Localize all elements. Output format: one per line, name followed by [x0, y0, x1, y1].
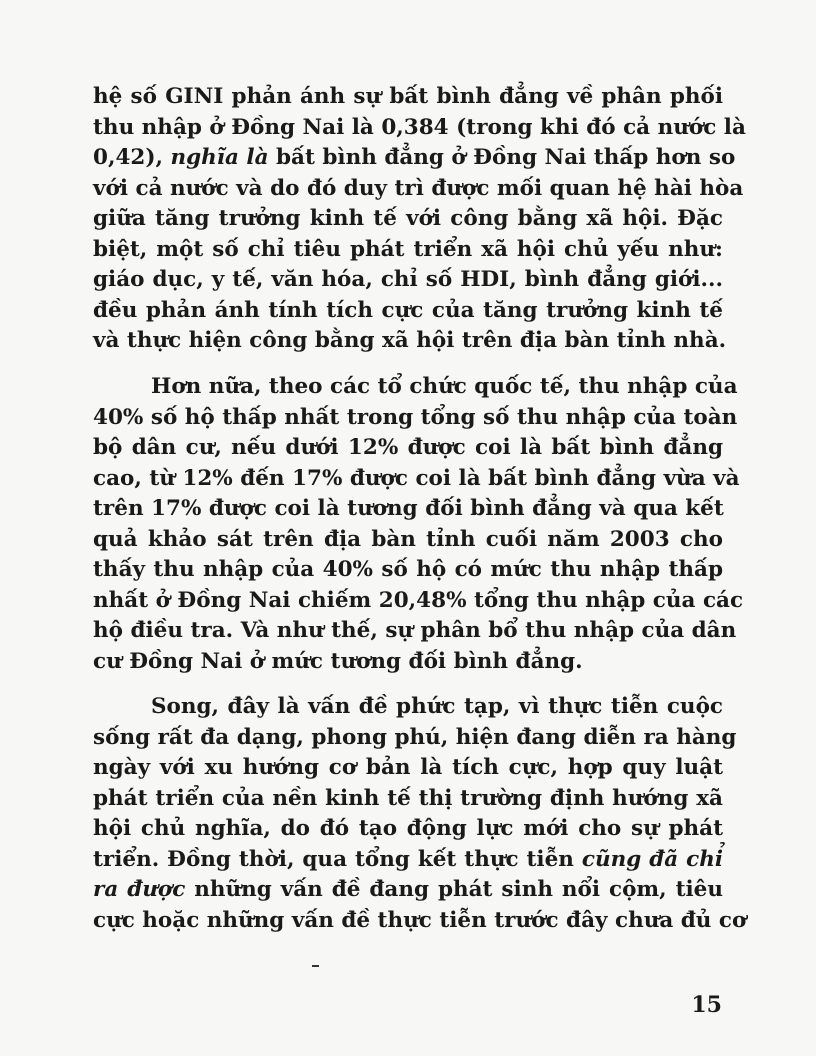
text-line: [93, 494, 723, 524]
text-line: [93, 235, 723, 265]
text-line: [93, 555, 723, 585]
text-line: [93, 814, 723, 844]
text-line: [93, 525, 723, 555]
stray-mark: [312, 965, 319, 967]
text-segment: và thực hiện công bằng xã hội trên địa bàn tỉnh nhà.: [93, 328, 727, 353]
text-segment: sống rất đa dạng, phong phú, hiện đang diễn ra hàng: [93, 724, 737, 750]
text-segment: triển. Đồng thời, qua tổng kết thực tiễn: [93, 846, 582, 872]
italic-text: cũng đã chỉ: [581, 846, 723, 872]
text-segment: 0,42),: [93, 145, 171, 170]
text-segment: nhất ở Đồng Nai chiếm 20,48% tổng thu nhập của các: [93, 587, 744, 613]
text-segment: thấy thu nhập của 40% số hộ có mức thu nhập thấp: [93, 557, 723, 582]
text-line: [93, 753, 723, 783]
text-line: [93, 174, 744, 204]
text-line: [93, 326, 727, 356]
text-segment: 40% số hộ thấp nhất trong tổng số thu nhập của toàn: [93, 404, 738, 430]
text-line: [93, 723, 737, 753]
text-segment: những vấn đề đang phát sinh nổi cộm, tiêu: [185, 877, 723, 902]
italic-text: nghĩa là: [170, 145, 269, 170]
text-segment: Song, đây là vấn đề phức tạp, vì thực tiễn cuộc: [151, 694, 723, 719]
text-segment: bất bình đẳng ở Đồng Nai thấp hơn so: [268, 145, 736, 170]
text-line: [93, 82, 723, 112]
text-line: [93, 403, 738, 433]
text-segment: ngày với xu hướng cơ bản là tích cực, hợp quy luật: [93, 755, 723, 780]
text-segment: trên 17% được coi là tương đối bình đẳng và qua kết: [93, 496, 724, 521]
text-line: [93, 906, 747, 936]
text-segment: biệt, một số chỉ tiêu phát triển xã hội chủ yếu như:: [93, 236, 723, 262]
text-segment: hệ số GINI phản ánh sự bất bình đẳng về phân phối: [93, 84, 723, 109]
text-line: [93, 204, 723, 234]
text-line: [93, 845, 723, 875]
text-segment: thu nhập ở Đồng Nai là 0,384 (trong khi đó cả nước là: [93, 114, 746, 140]
text-line: [93, 464, 740, 494]
text-line: [93, 692, 723, 722]
text-line: [93, 875, 723, 905]
text-line: [93, 433, 723, 463]
text-segment: giáo dục, y tế, văn hóa, chỉ số HDI, bình đẳng giới...: [93, 267, 723, 292]
text-segment: hội chủ nghĩa, do đó tạo động lực mới cho sự phát: [93, 816, 723, 841]
text-line: [93, 113, 746, 143]
text-line: [93, 296, 723, 326]
text-segment: phát triển của nền kinh tế thị trường định hướng xã: [93, 785, 723, 811]
text-segment: cực hoặc những vấn đề thực tiễn trước đây chưa đủ cơ: [93, 907, 747, 933]
text-line: [93, 372, 738, 402]
text-segment: với cả nước và do đó duy trì được mối quan hệ hài hòa: [93, 175, 744, 201]
text-segment: hộ điều tra. Và như thế, sự phân bổ thu nhập của dân: [93, 618, 737, 643]
text-segment: cao, từ 12% đến 17% được coi là bất bình đẳng vừa và: [93, 465, 740, 491]
text-line: [93, 784, 723, 814]
text-segment: Hơn nữa, theo các tổ chức quốc tế, thu nhập của: [151, 374, 738, 399]
text-segment: bộ dân cư, nếu dưới 12% được coi là bất bình đẳng: [93, 435, 723, 460]
text-line: [93, 647, 723, 677]
text-line: [93, 265, 723, 295]
text-line: [93, 143, 736, 173]
text-line: [93, 586, 744, 616]
italic-text: ra được: [93, 877, 186, 902]
text-line: [93, 616, 737, 646]
text-segment: cư Đồng Nai ở mức tương đối bình đẳng.: [93, 648, 583, 674]
text-segment: quả khảo sát trên địa bàn tỉnh cuối năm 2003 cho: [93, 526, 723, 552]
text-segment: giữa tăng trưởng kinh tế với công bằng xã hội. Đặc: [93, 206, 723, 231]
text-segment: đều phản ánh tính tích cực của tăng trưởng kinh tế: [93, 297, 723, 323]
page-number: 15: [691, 992, 722, 1018]
